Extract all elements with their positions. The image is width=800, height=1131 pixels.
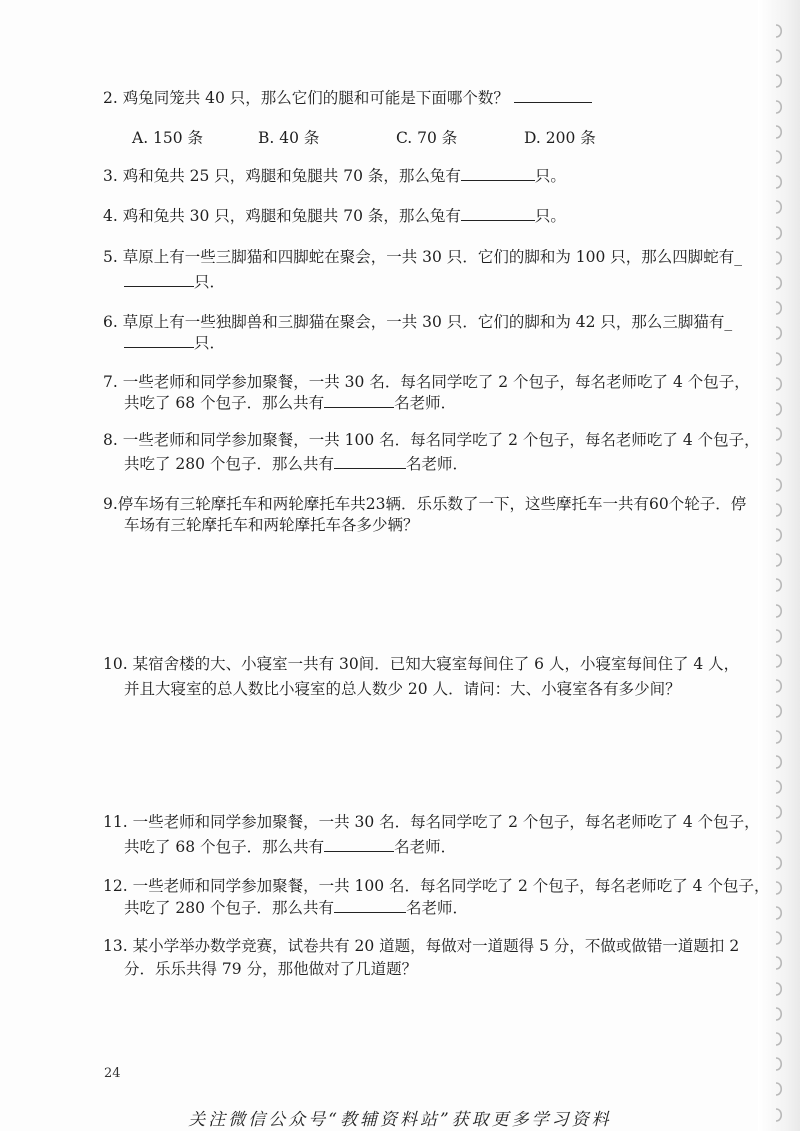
question-2 — [103, 86, 592, 110]
binding-ring — [772, 200, 786, 214]
question-13 — [103, 934, 739, 958]
question-text-end: 名老师． — [394, 394, 457, 412]
question-text-end: 名老师． — [394, 838, 457, 856]
question-7-line2 — [124, 391, 456, 415]
binding-ring — [772, 301, 786, 315]
answer-blank[interactable] — [514, 101, 592, 103]
question-text-end: 名老师． — [405, 899, 468, 917]
question-number: 12. — [103, 877, 128, 895]
binding-ring — [772, 1082, 786, 1096]
answer-blank[interactable] — [324, 850, 394, 852]
binding-ring — [772, 326, 786, 340]
question-4 — [103, 204, 566, 228]
binding-ring — [772, 805, 786, 819]
binding-ring — [772, 251, 786, 265]
question-number: 13. — [103, 937, 128, 955]
binding-ring — [772, 704, 786, 718]
question-text: 停车场有三轮摩托车和两轮摩托车共23辆．乐乐数了一下，这些摩托车一共有60个轮子．停 — [117, 495, 747, 513]
question-10 — [103, 652, 739, 676]
binding-ring — [772, 931, 786, 945]
question-number: 6. — [103, 313, 118, 331]
option-a: A. 150 条 — [132, 129, 204, 147]
question-text: 一些老师和同学参加聚餐，一共 100 名．每名同学吃了 2 个包子，每名老师吃了 4 个包子， — [122, 431, 760, 449]
binding-ring — [772, 1032, 786, 1046]
question-12 — [103, 874, 769, 898]
binding-ring — [772, 402, 786, 416]
option-d: D. 200 条 — [524, 129, 596, 147]
question-text-end: 只． — [194, 273, 226, 291]
binding-ring — [772, 755, 786, 769]
binding-ring — [772, 226, 786, 240]
binding-ring — [772, 352, 786, 366]
question-5 — [103, 245, 742, 269]
spiral-binding — [772, 10, 792, 1120]
question-12-line2 — [124, 896, 468, 920]
binding-ring — [772, 881, 786, 895]
question-text: 草原上有一些独脚兽和三脚猫在聚会，一共 30 只．它们的脚和为 42 只，那么三脚猫有_ — [122, 313, 733, 331]
answer-blank[interactable] — [324, 406, 394, 408]
question-text-end: 只。 — [534, 207, 566, 225]
binding-ring — [772, 276, 786, 290]
question-number: 10. — [103, 655, 128, 673]
binding-ring — [772, 528, 786, 542]
page-number: 24 — [104, 1066, 121, 1081]
question-text: 共吃了 68 个包子．那么共有 — [124, 394, 325, 412]
binding-ring — [772, 780, 786, 794]
question-5-line2 — [124, 270, 225, 294]
binding-ring — [772, 956, 786, 970]
question-number: 9. — [103, 495, 118, 513]
question-11 — [103, 810, 760, 834]
binding-ring — [772, 553, 786, 567]
option-b: B. 40 条 — [258, 129, 320, 147]
binding-ring — [772, 503, 786, 517]
binding-ring — [772, 100, 786, 114]
question-number: 8. — [103, 431, 118, 449]
binding-ring — [772, 578, 786, 592]
binding-ring — [772, 452, 786, 466]
binding-ring — [772, 830, 786, 844]
question-6-line2 — [124, 331, 225, 355]
question-10-line2: 并且大寝室的总人数比小寝室的总人数少 20 人．请问：大、小寝室各有多少间？ — [124, 680, 681, 698]
question-3 — [103, 164, 566, 188]
question-8 — [103, 428, 760, 452]
binding-ring — [772, 1057, 786, 1071]
binding-ring — [772, 377, 786, 391]
question-text: 鸡和兔共 30 只，鸡腿和兔腿共 70 条，那么兔有 — [122, 207, 461, 225]
question-text-end: 只． — [194, 334, 226, 352]
answer-blank[interactable] — [334, 467, 406, 469]
question-number: 5. — [103, 248, 118, 266]
answer-blank[interactable] — [124, 285, 194, 287]
question-number: 2. — [103, 89, 118, 107]
question-number: 7. — [103, 373, 118, 391]
question-text-end: 只。 — [534, 167, 566, 185]
question-text: 共吃了 280 个包子．那么共有 — [124, 899, 334, 917]
binding-ring — [772, 427, 786, 441]
question-number: 4. — [103, 207, 118, 225]
binding-ring — [772, 906, 786, 920]
answer-blank[interactable] — [461, 179, 535, 181]
footer-watermark-text: 关注微信公众号“教辅资料站”获取更多学习资料 — [188, 1110, 612, 1130]
binding-ring — [772, 49, 786, 63]
answer-blank[interactable] — [334, 911, 406, 913]
question-text: 草原上有一些三脚猫和四脚蛇在聚会，一共 30 只．它们的脚和为 100 只，那么四脚蛇有_ — [122, 248, 743, 266]
binding-ring — [772, 982, 786, 996]
question-text: 共吃了 280 个包子．那么共有 — [124, 455, 334, 473]
option-c: C. 70 条 — [396, 129, 458, 147]
question-text: 共吃了 68 个包子．那么共有 — [124, 838, 325, 856]
binding-ring — [772, 604, 786, 618]
binding-ring — [772, 24, 786, 38]
binding-ring — [772, 175, 786, 189]
answer-blank[interactable] — [124, 346, 194, 348]
question-13-line2: 分．乐乐共得 79 分，那他做对了几道题？ — [124, 960, 418, 978]
question-number: 3. — [103, 167, 118, 185]
question-number: 11. — [103, 813, 128, 831]
binding-ring — [772, 629, 786, 643]
question-text: 一些老师和同学参加聚餐，一共 30 名．每名同学吃了 2 个包子，每名老师吃了 4 个包子， — [132, 813, 760, 831]
binding-ring — [772, 654, 786, 668]
question-9-line2: 车场有三轮摩托车和两轮摩托车各多少辆？ — [124, 516, 419, 534]
question-text: 一些老师和同学参加聚餐，一共 100 名．每名同学吃了 2 个包子，每名老师吃了 4 个包子， — [132, 877, 770, 895]
question-text: 一些老师和同学参加聚餐，一共 30 名．每名同学吃了 2 个包子，每名老师吃了 4 个包子， — [122, 373, 750, 391]
question-text: 某小学举办数学竞赛，试卷共有 20 道题，每做对一道题得 5 分，不做或做错一道题扣 2 — [132, 937, 740, 955]
binding-ring — [772, 150, 786, 164]
question-text-end: 名老师． — [405, 455, 468, 473]
question-text: 鸡和兔共 25 只，鸡腿和兔腿共 70 条，那么兔有 — [122, 167, 461, 185]
binding-ring — [772, 856, 786, 870]
question-text: 鸡兔同笼共 40 只，那么它们的腿和可能是下面哪个数？ — [122, 89, 509, 107]
binding-ring — [772, 125, 786, 139]
binding-ring — [772, 478, 786, 492]
answer-blank[interactable] — [461, 219, 535, 221]
binding-ring — [772, 1007, 786, 1021]
binding-ring — [772, 74, 786, 88]
question-text: 某宿舍楼的大、小寝室一共有 30间．已知大寝室每间住了 6 人，小寝室每间住了 4 人， — [132, 655, 740, 673]
question-8-line2 — [124, 452, 468, 476]
binding-ring — [772, 730, 786, 744]
binding-ring — [772, 679, 786, 693]
question-11-line2 — [124, 835, 456, 859]
